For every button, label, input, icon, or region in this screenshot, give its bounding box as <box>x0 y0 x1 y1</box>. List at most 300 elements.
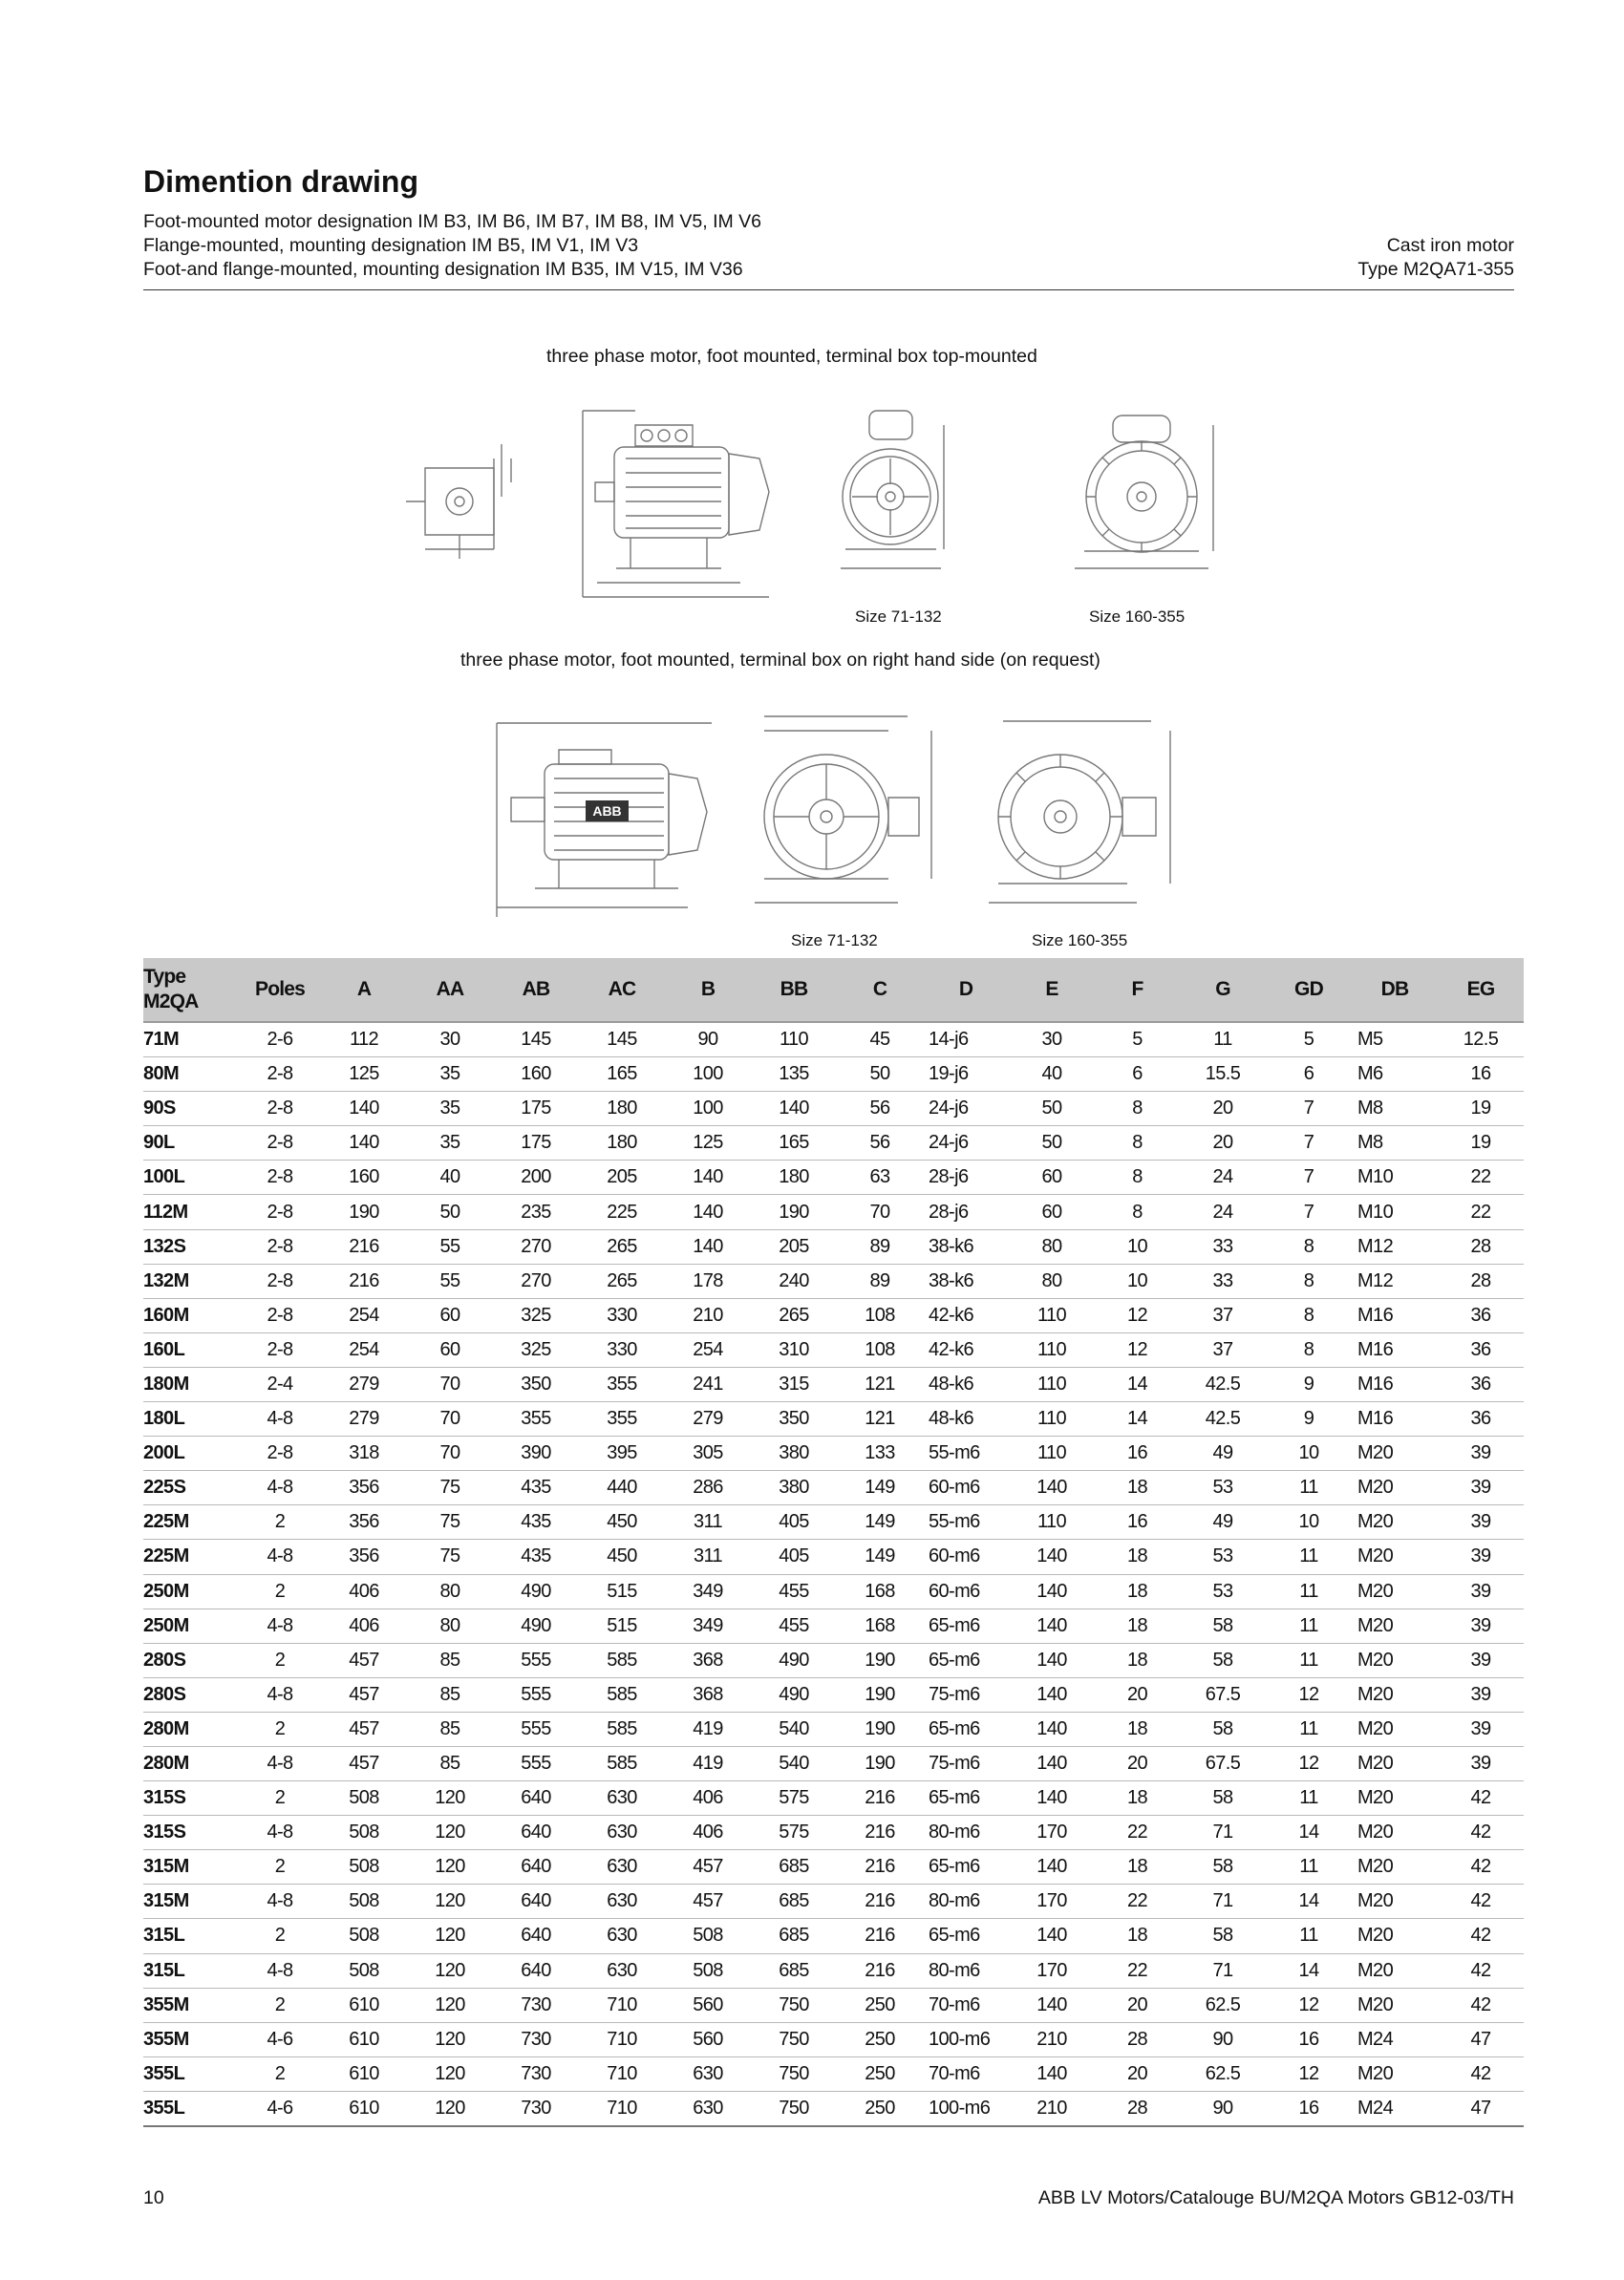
table-cell: 630 <box>665 2091 751 2126</box>
table-cell: M20 <box>1352 1574 1438 1609</box>
table-cell: 75-m6 <box>923 1677 1009 1712</box>
table-cell: 80-m6 <box>923 1816 1009 1850</box>
table-row <box>143 2022 1524 2056</box>
table-cell: 140 <box>1009 1781 1095 1816</box>
table-cell: 12 <box>1266 1988 1352 2022</box>
table-cell: 457 <box>321 1643 407 1677</box>
table-cell: 65-m6 <box>923 1609 1009 1643</box>
table-cell: 18 <box>1095 1574 1180 1609</box>
front-view-right-box-large-drawing <box>984 712 1185 917</box>
table-cell: 100 <box>665 1092 751 1126</box>
table-cell: 140 <box>1009 1574 1095 1609</box>
table-cell: 14 <box>1266 1953 1352 1988</box>
table-cell: 175 <box>493 1092 579 1126</box>
table-row <box>143 1022 1524 1057</box>
table-cell: 75-m6 <box>923 1746 1009 1780</box>
table-cell: 42-k6 <box>923 1298 1009 1332</box>
table-cell: 70-m6 <box>923 2056 1009 2091</box>
table-cell: 435 <box>493 1505 579 1540</box>
table-cell: 356 <box>321 1505 407 1540</box>
table-cell: 508 <box>665 1953 751 1988</box>
page-title: Dimention drawing <box>143 164 418 199</box>
table-cell: 325 <box>493 1298 579 1332</box>
table-cell: 490 <box>751 1677 837 1712</box>
table-cell: 216 <box>321 1229 407 1264</box>
table-cell: 356 <box>321 1540 407 1574</box>
table-cell: 279 <box>321 1367 407 1401</box>
table-cell: 2 <box>239 1988 321 2022</box>
abb-logo-text: ABB <box>592 803 622 819</box>
table-cell: 40 <box>407 1161 493 1195</box>
cell-type: 90L <box>143 1126 239 1161</box>
table-cell: 10 <box>1266 1437 1352 1471</box>
column-header: AA <box>407 958 493 1022</box>
table-cell: 508 <box>321 1850 407 1885</box>
table-cell: 30 <box>1009 1022 1095 1057</box>
table-cell: 205 <box>751 1229 837 1264</box>
table-cell: 457 <box>665 1885 751 1919</box>
table-cell: 8 <box>1266 1229 1352 1264</box>
table-cell: 53 <box>1180 1471 1266 1505</box>
table-cell: 62.5 <box>1180 1988 1266 2022</box>
table-cell: 18 <box>1095 1712 1180 1746</box>
table-cell: 160 <box>321 1161 407 1195</box>
table-cell: 216 <box>837 1816 923 1850</box>
table-cell: 210 <box>665 1298 751 1332</box>
table-cell: 140 <box>1009 1850 1095 1885</box>
table-cell: 33 <box>1180 1229 1266 1264</box>
table-cell: 160 <box>493 1057 579 1092</box>
table-cell: 270 <box>493 1264 579 1298</box>
front-view-right-box-small-drawing <box>745 707 946 917</box>
table-cell: 730 <box>493 2022 579 2056</box>
table-cell: 349 <box>665 1609 751 1643</box>
table-cell: 140 <box>1009 1540 1095 1574</box>
table-cell: 39 <box>1438 1609 1524 1643</box>
catalogue-reference: ABB LV Motors/Catalouge BU/M2QA Motors GB12-03/TH <box>1037 2187 1514 2208</box>
table-cell: 350 <box>751 1402 837 1437</box>
table-cell: 121 <box>837 1402 923 1437</box>
table-cell: 4-6 <box>239 2091 321 2126</box>
table-cell: 685 <box>751 1919 837 1953</box>
table-cell: 38-k6 <box>923 1264 1009 1298</box>
table-cell: 355 <box>579 1402 665 1437</box>
table-cell: 140 <box>665 1195 751 1229</box>
table-cell: 42 <box>1438 1919 1524 1953</box>
table-cell: 5 <box>1095 1022 1180 1057</box>
table-cell: 250 <box>837 2056 923 2091</box>
table-cell: 200 <box>493 1161 579 1195</box>
table-cell: 110 <box>1009 1437 1095 1471</box>
table-cell: 630 <box>665 2056 751 2091</box>
table-cell: 750 <box>751 1988 837 2022</box>
table-cell: 640 <box>493 1919 579 1953</box>
table-cell: 50 <box>407 1195 493 1229</box>
table-cell: 250 <box>837 2022 923 2056</box>
table-cell: 71 <box>1180 1816 1266 1850</box>
table-cell: 70 <box>837 1195 923 1229</box>
table-cell: 60 <box>407 1298 493 1332</box>
table-cell: M20 <box>1352 1712 1438 1746</box>
header-divider <box>143 289 1514 290</box>
table-cell: 75 <box>407 1505 493 1540</box>
table-cell: 47 <box>1438 2022 1524 2056</box>
table-cell: M20 <box>1352 1540 1438 1574</box>
table-cell: 38-k6 <box>923 1229 1009 1264</box>
table-cell: 630 <box>579 1816 665 1850</box>
table-cell: 395 <box>579 1437 665 1471</box>
table-cell: 28 <box>1438 1229 1524 1264</box>
table-cell: 140 <box>1009 1988 1095 2022</box>
table-cell: 30 <box>407 1022 493 1057</box>
table-row <box>143 1505 1524 1540</box>
column-header: DB <box>1352 958 1438 1022</box>
cell-type: 315S <box>143 1781 239 1816</box>
table-cell: 630 <box>579 1953 665 1988</box>
table-cell: 12 <box>1095 1332 1180 1367</box>
table-cell: 47 <box>1438 2091 1524 2126</box>
table-cell: 28-j6 <box>923 1161 1009 1195</box>
table-cell: 110 <box>1009 1367 1095 1401</box>
table-cell: 16 <box>1095 1505 1180 1540</box>
table-cell: 710 <box>579 2056 665 2091</box>
column-header: AC <box>579 958 665 1022</box>
table-cell: 310 <box>751 1332 837 1367</box>
table-row <box>143 1229 1524 1264</box>
designation-line-foot-flange: Foot-and flange-mounted, mounting designation IM B35, IM V15, IM V36 <box>143 259 743 280</box>
table-cell: 368 <box>665 1677 751 1712</box>
table-cell: 406 <box>665 1781 751 1816</box>
table-cell: 610 <box>321 1988 407 2022</box>
table-cell: 42 <box>1438 1885 1524 1919</box>
table-cell: 5 <box>1266 1022 1352 1057</box>
table-cell: 2-6 <box>239 1022 321 1057</box>
table-cell: 216 <box>837 1919 923 1953</box>
table-row <box>143 1574 1524 1609</box>
table-cell: 2 <box>239 2056 321 2091</box>
table-cell: 20 <box>1180 1126 1266 1161</box>
table-cell: 70-m6 <box>923 1988 1009 2022</box>
table-cell: 490 <box>751 1643 837 1677</box>
table-cell: 75 <box>407 1471 493 1505</box>
table-cell: 490 <box>493 1574 579 1609</box>
table-cell: 50 <box>837 1057 923 1092</box>
table-cell: 120 <box>407 1885 493 1919</box>
table-cell: 22 <box>1438 1161 1524 1195</box>
table-cell: 555 <box>493 1712 579 1746</box>
table-cell: 110 <box>1009 1298 1095 1332</box>
table-cell: 178 <box>665 1264 751 1298</box>
table-cell: 190 <box>837 1712 923 1746</box>
table-cell: 750 <box>751 2091 837 2126</box>
table-cell: 540 <box>751 1746 837 1780</box>
cell-type: 250M <box>143 1574 239 1609</box>
table-cell: 685 <box>751 1850 837 1885</box>
table-cell: 80-m6 <box>923 1885 1009 1919</box>
table-cell: 4-8 <box>239 1677 321 1712</box>
table-cell: 53 <box>1180 1540 1266 1574</box>
table-cell: 356 <box>321 1471 407 1505</box>
table-cell: 45 <box>837 1022 923 1057</box>
table-cell: 55 <box>407 1229 493 1264</box>
table-cell: M20 <box>1352 1953 1438 1988</box>
table-cell: 39 <box>1438 1746 1524 1780</box>
table-cell: M20 <box>1352 1643 1438 1677</box>
table-cell: 11 <box>1266 1919 1352 1953</box>
table-cell: 14 <box>1095 1367 1180 1401</box>
table-cell: 37 <box>1180 1332 1266 1367</box>
table-cell: 89 <box>837 1264 923 1298</box>
table-cell: 85 <box>407 1746 493 1780</box>
table-cell: 90 <box>1180 2091 1266 2126</box>
table-cell: 710 <box>579 1988 665 2022</box>
table-cell: 265 <box>751 1298 837 1332</box>
table-row <box>143 1092 1524 1126</box>
table-cell: 457 <box>321 1677 407 1712</box>
table-cell: 48-k6 <box>923 1402 1009 1437</box>
table-cell: 216 <box>837 1885 923 1919</box>
table-cell: 610 <box>321 2022 407 2056</box>
table-cell: 2 <box>239 1574 321 1609</box>
table-cell: 42 <box>1438 1953 1524 1988</box>
table-cell: 28-j6 <box>923 1195 1009 1229</box>
table-cell: 515 <box>579 1574 665 1609</box>
cell-type: 280S <box>143 1677 239 1712</box>
table-cell: 70 <box>407 1367 493 1401</box>
table-cell: 12.5 <box>1438 1022 1524 1057</box>
table-cell: 149 <box>837 1505 923 1540</box>
table-cell: 515 <box>579 1609 665 1643</box>
table-cell: 39 <box>1438 1540 1524 1574</box>
table-row <box>143 1367 1524 1401</box>
table-cell: 35 <box>407 1057 493 1092</box>
table-row <box>143 1919 1524 1953</box>
table-cell: 24 <box>1180 1195 1266 1229</box>
table-cell: 4-8 <box>239 1540 321 1574</box>
table-cell: 63 <box>837 1161 923 1195</box>
column-header: Poles <box>239 958 321 1022</box>
table-cell: 575 <box>751 1816 837 1850</box>
table-cell: 140 <box>1009 1677 1095 1712</box>
table-cell: 315 <box>751 1367 837 1401</box>
table-cell: 2-8 <box>239 1195 321 1229</box>
table-cell: 560 <box>665 1988 751 2022</box>
table-cell: 6 <box>1266 1057 1352 1092</box>
table-cell: 11 <box>1266 1850 1352 1885</box>
dimension-table <box>143 958 1524 2127</box>
table-cell: 405 <box>751 1505 837 1540</box>
table-cell: 311 <box>665 1505 751 1540</box>
table-cell: 120 <box>407 1953 493 1988</box>
table-cell: 4-8 <box>239 1816 321 1850</box>
table-cell: 36 <box>1438 1332 1524 1367</box>
table-cell: 730 <box>493 2056 579 2091</box>
table-cell: M10 <box>1352 1195 1438 1229</box>
table-cell: 8 <box>1266 1264 1352 1298</box>
table-cell: M12 <box>1352 1264 1438 1298</box>
cell-type: 355M <box>143 2022 239 2056</box>
table-cell: 7 <box>1266 1126 1352 1161</box>
table-cell: 58 <box>1180 1712 1266 1746</box>
table-row <box>143 1402 1524 1437</box>
table-cell: 4-8 <box>239 1885 321 1919</box>
table-cell: M20 <box>1352 1816 1438 1850</box>
table-cell: 180 <box>579 1126 665 1161</box>
table-cell: 11 <box>1266 1574 1352 1609</box>
side-view-drawing <box>578 401 783 607</box>
table-cell: 8 <box>1266 1298 1352 1332</box>
table-cell: 406 <box>321 1609 407 1643</box>
table-cell: 10 <box>1266 1505 1352 1540</box>
table-cell: 120 <box>407 2091 493 2126</box>
cell-type: 180M <box>143 1367 239 1401</box>
table-cell: 330 <box>579 1332 665 1367</box>
table-cell: 56 <box>837 1126 923 1161</box>
table-cell: 640 <box>493 1850 579 1885</box>
table-cell: 11 <box>1266 1540 1352 1574</box>
table-cell: 4-8 <box>239 1402 321 1437</box>
table-cell: 85 <box>407 1643 493 1677</box>
table-cell: 110 <box>1009 1505 1095 1540</box>
table-cell: 58 <box>1180 1781 1266 1816</box>
cell-type: 225M <box>143 1540 239 1574</box>
table-cell: 640 <box>493 1953 579 1988</box>
table-cell: 4-8 <box>239 1746 321 1780</box>
table-cell: 8 <box>1095 1092 1180 1126</box>
table-cell: 455 <box>751 1574 837 1609</box>
table-cell: 140 <box>1009 2056 1095 2091</box>
column-header: E <box>1009 958 1095 1022</box>
table-cell: 100-m6 <box>923 2091 1009 2126</box>
table-cell: 435 <box>493 1471 579 1505</box>
table-cell: 120 <box>407 1919 493 1953</box>
table-cell: 4-8 <box>239 1471 321 1505</box>
table-cell: 305 <box>665 1437 751 1471</box>
table-cell: 70 <box>407 1437 493 1471</box>
table-row <box>143 1332 1524 1367</box>
table-cell: 80 <box>407 1609 493 1643</box>
table-cell: 14 <box>1266 1816 1352 1850</box>
table-cell: 121 <box>837 1367 923 1401</box>
cell-type: 280M <box>143 1712 239 1746</box>
table-cell: 630 <box>579 1781 665 1816</box>
table-cell: 22 <box>1095 1816 1180 1850</box>
table-cell: 18 <box>1095 1609 1180 1643</box>
table-cell: M12 <box>1352 1229 1438 1264</box>
cell-type: 250M <box>143 1609 239 1643</box>
table-cell: 58 <box>1180 1609 1266 1643</box>
table-cell: 60 <box>1009 1195 1095 1229</box>
table-cell: 7 <box>1266 1161 1352 1195</box>
table-cell: 630 <box>579 1885 665 1919</box>
table-cell: 80 <box>1009 1264 1095 1298</box>
table-row <box>143 1677 1524 1712</box>
table-cell: 254 <box>321 1298 407 1332</box>
table-cell: 100-m6 <box>923 2022 1009 2056</box>
table-cell: 90 <box>1180 2022 1266 2056</box>
table-cell: 70 <box>407 1402 493 1437</box>
table-cell: 555 <box>493 1746 579 1780</box>
table-cell: 457 <box>321 1712 407 1746</box>
table-cell: 440 <box>579 1471 665 1505</box>
table-cell: M20 <box>1352 1781 1438 1816</box>
table-cell: 80-m6 <box>923 1953 1009 1988</box>
table-cell: 585 <box>579 1712 665 1746</box>
table-cell: 330 <box>579 1298 665 1332</box>
table-cell: 286 <box>665 1471 751 1505</box>
table-cell: 12 <box>1266 1746 1352 1780</box>
table-cell: 14 <box>1095 1402 1180 1437</box>
table-cell: 350 <box>493 1367 579 1401</box>
table-cell: 39 <box>1438 1712 1524 1746</box>
table-cell: 355 <box>579 1367 665 1401</box>
table-row <box>143 1471 1524 1505</box>
table-cell: 190 <box>837 1746 923 1780</box>
table-cell: 190 <box>837 1643 923 1677</box>
table-cell: M6 <box>1352 1057 1438 1092</box>
table-cell: 49 <box>1180 1505 1266 1540</box>
table-cell: 18 <box>1095 1540 1180 1574</box>
table-cell: 35 <box>407 1126 493 1161</box>
table-cell: 165 <box>579 1057 665 1092</box>
table-cell: 18 <box>1095 1781 1180 1816</box>
table-cell: 90 <box>665 1022 751 1057</box>
table-cell: 585 <box>579 1746 665 1780</box>
column-header: G <box>1180 958 1266 1022</box>
table-cell: 710 <box>579 2091 665 2126</box>
table-cell: 165 <box>751 1126 837 1161</box>
cell-type: 315L <box>143 1919 239 1953</box>
table-cell: 457 <box>321 1746 407 1780</box>
table-cell: 2-8 <box>239 1264 321 1298</box>
table-cell: 60 <box>407 1332 493 1367</box>
table-cell: 318 <box>321 1437 407 1471</box>
table-cell: 140 <box>1009 1712 1095 1746</box>
figure-bottom-caption: three phase motor, foot mounted, terminal box on right hand side (on request) <box>460 650 1100 671</box>
table-cell: 20 <box>1095 1988 1180 2022</box>
table-cell: 10 <box>1095 1264 1180 1298</box>
table-cell: 685 <box>751 1885 837 1919</box>
table-cell: 22 <box>1095 1953 1180 1988</box>
table-cell: 18 <box>1095 1471 1180 1505</box>
motor-type-block <box>1357 234 1514 282</box>
table-cell: 22 <box>1095 1885 1180 1919</box>
table-cell: 180 <box>579 1092 665 1126</box>
table-header-row <box>143 958 1524 1022</box>
table-cell: 265 <box>579 1229 665 1264</box>
table-cell: 19-j6 <box>923 1057 1009 1092</box>
column-header: AB <box>493 958 579 1022</box>
table-row <box>143 1885 1524 1919</box>
table-cell: 140 <box>1009 1471 1095 1505</box>
table-cell: 39 <box>1438 1505 1524 1540</box>
column-header: GD <box>1266 958 1352 1022</box>
table-cell: 120 <box>407 1816 493 1850</box>
table-cell: 12 <box>1095 1298 1180 1332</box>
table-cell: 18 <box>1095 1850 1180 1885</box>
table-cell: M20 <box>1352 1437 1438 1471</box>
table-cell: 225 <box>579 1195 665 1229</box>
table-cell: 2-8 <box>239 1161 321 1195</box>
table-cell: 14-j6 <box>923 1022 1009 1057</box>
table-cell: 640 <box>493 1885 579 1919</box>
table-row <box>143 1953 1524 1988</box>
table-cell: 750 <box>751 2056 837 2091</box>
table-cell: 390 <box>493 1437 579 1471</box>
table-cell: 2-8 <box>239 1298 321 1332</box>
column-header: EG <box>1438 958 1524 1022</box>
table-cell: 75 <box>407 1540 493 1574</box>
